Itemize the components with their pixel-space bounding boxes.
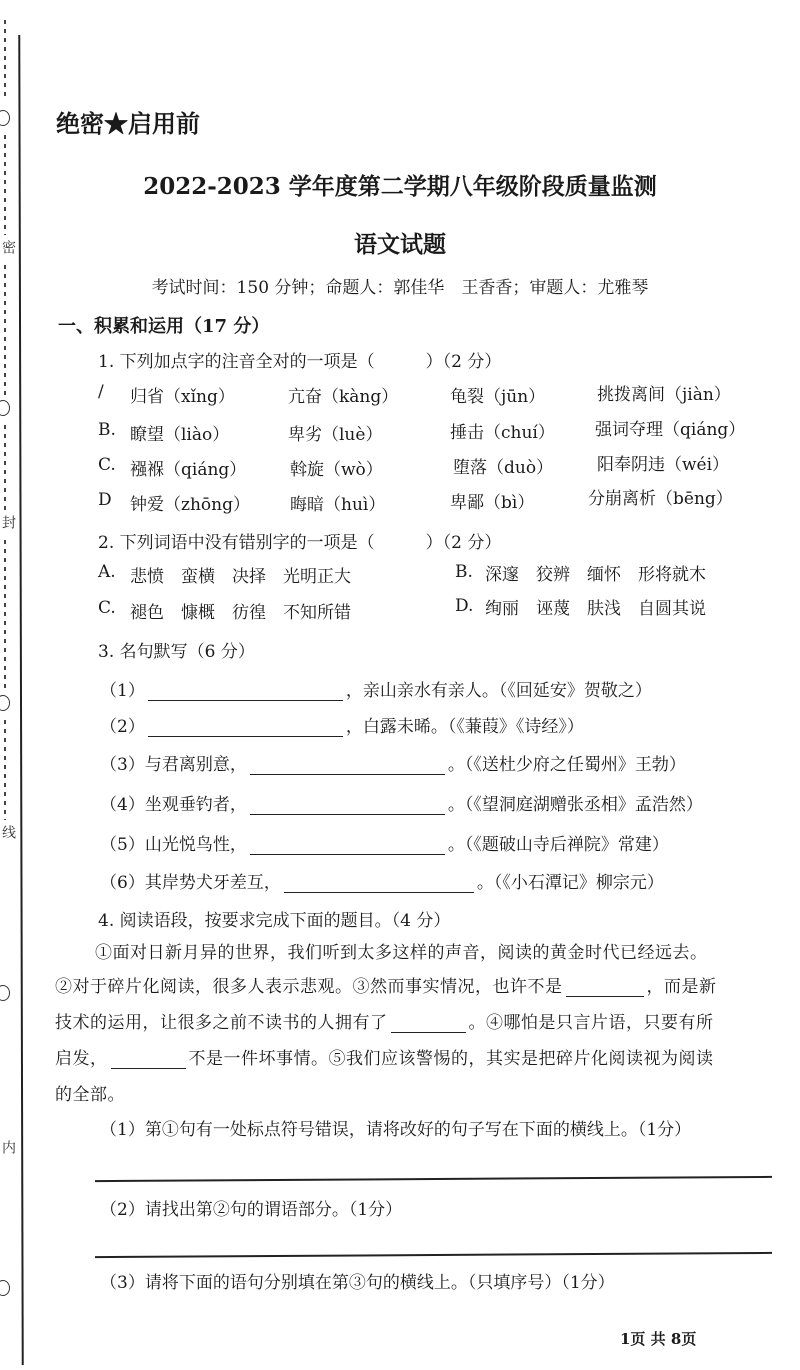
q3-item <box>100 676 652 701</box>
question-2-stem: 2. 下列词语中没有错别字的一项是（ ）（2 分） <box>98 533 502 553</box>
passage-line <box>55 1008 714 1033</box>
q1-option-d-item: 卑鄙（bì） <box>450 493 535 513</box>
q2-option-c-text: 褪色 慷概 彷徨 不知所错 <box>130 603 351 623</box>
q1-option-b-label: B. <box>98 420 116 440</box>
q3-item-pre: 其岸势犬牙差互， <box>144 873 281 893</box>
passage-text: ②对于碎片化阅读，很多人表示悲观。③然而事实情况，也许不是 <box>55 977 563 997</box>
passage-text: 启发， <box>55 1049 108 1069</box>
q3-item <box>100 790 703 815</box>
q1-option-c-item: 襁褓（qiáng） <box>130 460 247 480</box>
q2-option-d-label: D. <box>455 596 474 616</box>
q3-item-post: 。（《望洞庭湖赠张丞相》孟浩然） <box>447 795 703 815</box>
passage-line <box>55 1044 714 1069</box>
q1-option-c-item: 阳奉阴违（wéi） <box>597 455 730 475</box>
q3-item-post: 。（《送杜少府之任蜀州》王勃） <box>447 755 686 775</box>
exam-info: 考试时间：150 分钟；命题人：郭佳华 王香香；审题人：尤雅琴 <box>151 278 649 298</box>
q1-option-b-item: 卑劣（luè） <box>288 425 383 445</box>
exam-title: 2022-2023 学年度第二学期八年级阶段质量监测 <box>143 173 657 200</box>
q3-item-post: 。（《小石潭记》柳宗元） <box>476 873 664 893</box>
q1-option-d-item: 分崩离析（bēng） <box>588 489 733 509</box>
q1-option-a-item: 龟裂（jūn） <box>450 387 546 407</box>
answer-blank[interactable] <box>111 1050 186 1069</box>
q3-item <box>100 868 664 893</box>
q1-option-c-item: 堕落（duò） <box>453 458 554 478</box>
answer-blank[interactable] <box>250 796 445 815</box>
q1-option-d-label: D <box>98 490 112 510</box>
q1-option-c-label: C. <box>98 455 116 475</box>
q1-option-b-item: 瞭望（liào） <box>130 425 230 445</box>
answer-blank[interactable] <box>250 836 445 855</box>
q3-item-post: ，白露未晞。（《蒹葭》《诗经》） <box>345 717 584 737</box>
q3-item-number: （2） <box>100 717 145 737</box>
exam-subtitle: 语文试题 <box>354 231 446 258</box>
secret-mark: 绝密★启用前 <box>56 109 200 138</box>
q1-option-d-item: 晦暗（huì） <box>290 495 386 515</box>
q1-option-a-label: / <box>98 382 104 402</box>
q3-item-number: （5） <box>100 835 145 855</box>
answer-blank[interactable] <box>284 874 474 893</box>
question-4-stem: 4. 阅读语段，按要求完成下面的题目。（4 分） <box>98 911 451 931</box>
q2-option-d-text: 绚丽 诬蔑 肤浅 自圆其说 <box>485 599 706 619</box>
seal-char: 密 <box>0 240 16 254</box>
q2-option-c-label: C. <box>98 598 116 618</box>
passage-text: 。④哪怕是只言片语，只要有所 <box>468 1013 714 1033</box>
question-1-stem: 1. 下列加点字的注音全对的一项是（ ）（2 分） <box>98 352 502 372</box>
q3-item-post: ，亲山亲水有亲人。（《回延安》贺敬之） <box>345 681 652 701</box>
q1-option-b-item: 强词夺理（qiáng） <box>595 420 746 440</box>
q3-item-number: （1） <box>100 681 145 701</box>
section-heading: 一、积累和运用（17 分） <box>58 316 270 337</box>
seal-char: 内 <box>0 1140 16 1154</box>
answer-blank[interactable] <box>566 978 644 997</box>
q1-option-a-item: 归省（xǐng） <box>130 387 235 407</box>
answer-blank[interactable] <box>391 1014 466 1033</box>
q2-option-b-text: 深邃 狡辨 缅怀 形将就木 <box>485 565 706 585</box>
q3-item <box>100 830 669 855</box>
seal-char: 封 <box>0 515 16 529</box>
answer-line[interactable] <box>95 1176 772 1182</box>
q3-item-number: （6） <box>100 873 145 893</box>
passage-line <box>55 972 717 997</box>
passage-line: 的全部。 <box>55 1085 125 1105</box>
answer-line[interactable] <box>95 1252 772 1258</box>
answer-blank[interactable] <box>148 718 343 737</box>
answer-blank[interactable] <box>250 756 445 775</box>
passage-text: 技术的运用，让很多之前不读书的人拥有了 <box>55 1013 388 1033</box>
question-3-stem: 3. 名句默写（6 分） <box>98 642 255 662</box>
q3-item-number: （3） <box>100 755 145 775</box>
q3-item-pre: 与君离别意， <box>144 755 247 775</box>
q4-subquestion: （3）请将下面的语句分别填在第③句的横线上。（只填序号）（1分） <box>100 1273 615 1293</box>
answer-blank[interactable] <box>148 682 343 701</box>
q4-subquestion: （2）请找出第②句的谓语部分。（1分） <box>100 1200 403 1220</box>
q1-option-c-item: 斡旋（wò） <box>290 460 383 480</box>
q1-option-a-item: 挑拨离间（jiàn） <box>597 385 731 405</box>
page-number: 1页 共 8页 <box>620 1330 697 1348</box>
q3-item-post: 。（《题破山寺后禅院》常建） <box>447 835 669 855</box>
q1-option-b-item: 捶击（chuí） <box>450 423 555 443</box>
q3-item <box>100 712 584 737</box>
q3-item-number: （4） <box>100 795 145 815</box>
seal-char: 线 <box>0 825 16 839</box>
passage-line: ①面对日新月异的世界，我们听到太多这样的声音，阅读的黄金时代已经远去。 <box>95 943 708 963</box>
q1-option-d-item: 钟爱（zhōng） <box>130 495 250 515</box>
q3-item-pre: 山光悦鸟性， <box>144 835 247 855</box>
passage-text: 不是一件坏事情。⑤我们应该警惕的，其实是把碎片化阅读视为阅读 <box>188 1049 714 1069</box>
passage-text: ，而是新 <box>646 977 717 997</box>
q1-option-a-item: 亢奋（kàng） <box>288 387 399 407</box>
q2-option-a-text: 悲愤 蛮横 决择 光明正大 <box>130 567 351 587</box>
q2-option-a-label: A. <box>98 562 116 582</box>
q3-item-pre: 坐观垂钓者， <box>144 795 247 815</box>
q2-option-b-label: B. <box>455 562 473 582</box>
q4-subquestion: （1）第①句有一处标点符号错误，请将改好的句子写在下面的横线上。（1分） <box>100 1120 692 1140</box>
q3-item <box>100 750 686 775</box>
